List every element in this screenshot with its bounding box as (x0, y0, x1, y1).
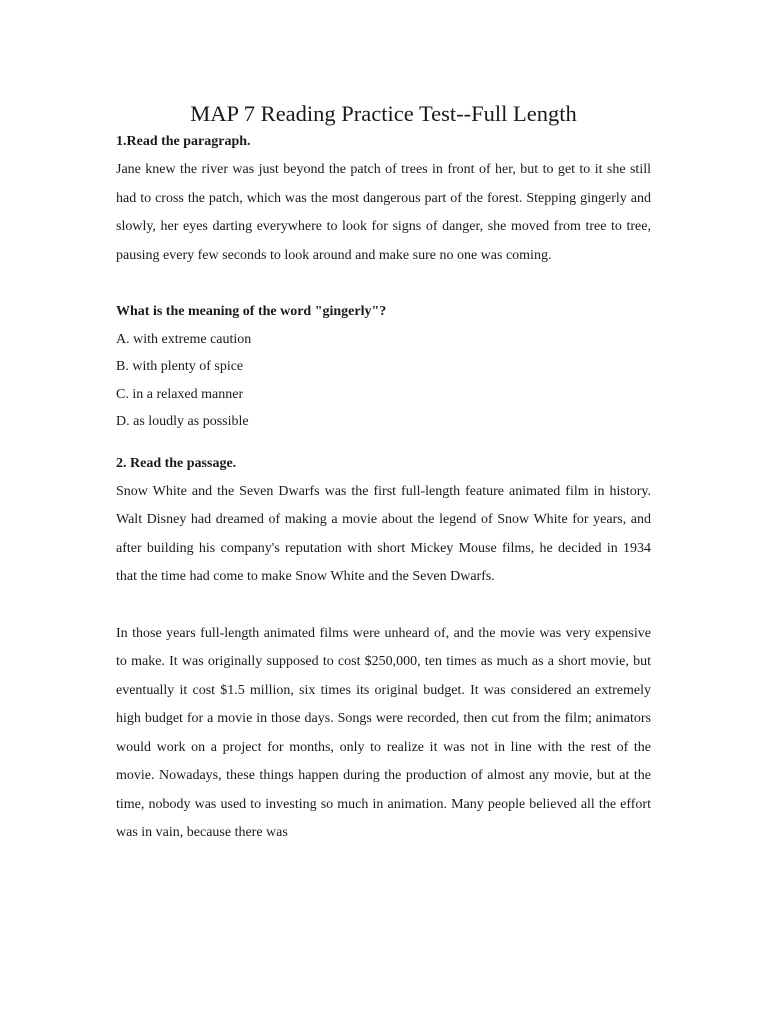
answer-option-b: B. with plenty of spice (116, 359, 244, 374)
question-1-prompt: What is the meaning of the word "gingerly"? (116, 304, 387, 319)
question-2-heading: 2. Read the passage. (116, 455, 237, 471)
question-2-paragraph-2: In those years full-length animated films were unheard of, and the movie was very expensive to make. It was originally supposed to cost $250,000, ten times as much as a short movie, but eventually it cost $1.5 million, six times its original budget. It was considered an extremely high budget for a movie in those days. Songs were recorded, then cut from the film; animators would work on a project for months, only to realize it was not in line with the rest of the movie. Nowadays, these things happen during the production of almost any movie, but at the time, nobody was used to investing so much in animation. Many people believed all the effort was in vain, because there was (116, 625, 651, 840)
question-1 (116, 128, 651, 436)
answer-option-d: D. as loudly as possible (116, 414, 249, 429)
answer-option-a: A. with extreme caution (116, 331, 252, 347)
answer-options (116, 326, 651, 436)
question-1-paragraph: Jane knew the river was just beyond the patch of trees in front of her, but to get to it she still had to cross the patch, which was the most dangerous part of the forest. Stepping gingerly and slowly, her eyes darting everywhere to look for signs of danger, she moved from tree to tree, pausing every few seconds to look around and make sure no one was coming. (116, 162, 651, 263)
question-1-heading: 1.Read the paragraph. (116, 134, 251, 149)
page-title: MAP 7 Reading Practice Test--Full Length (190, 101, 577, 126)
question-2 (116, 450, 651, 848)
answer-option-c: C. in a relaxed manner (116, 386, 244, 402)
spacer (116, 270, 651, 298)
question-2-paragraph-1: Snow White and the Seven Dwarfs was the first full-length feature animated film in history. Walt Disney had dreamed of making a movie about the legend of Snow White for years, and after building his company's reputation with short Mickey Mouse films, he decided in 1934 that the time had come to make Snow White and the Seven Dwarfs. (116, 483, 651, 584)
document-page (116, 0, 651, 1024)
spacer (116, 592, 651, 620)
